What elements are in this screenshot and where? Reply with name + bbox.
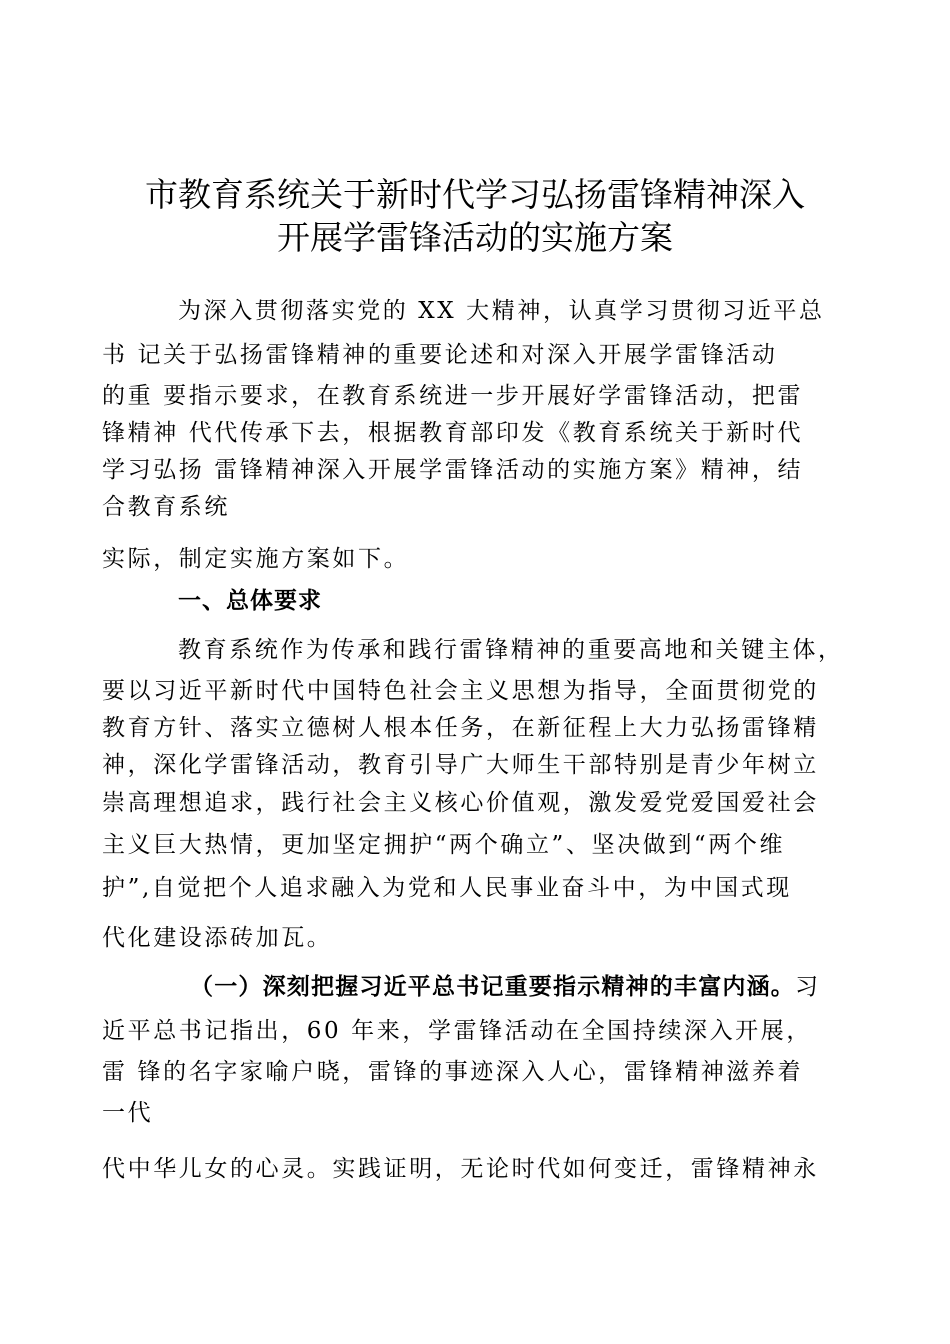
section-heading-general-requirements: 一、总体要求: [178, 588, 322, 614]
section1-line-1: 教育系统作为传承和践行雷锋精神的重要高地和关键主体，: [178, 637, 844, 663]
intro-line-2: 书 记关于弘扬雷锋精神的重要论述和对深入开展学雷锋活动: [102, 342, 778, 368]
intro-line-3: 的重 要指示要求，在教育系统进一步开展好学雷锋活动，把雷: [102, 383, 804, 409]
document-title-line-1: 市教育系统关于新时代学习弘扬雷锋精神深入: [145, 175, 805, 214]
section1-line-8: 代化建设添砖加瓦。: [102, 925, 333, 951]
section1-line-5: 崇高理想追求，践行社会主义核心价值观，激发爱党爱国爱社会: [102, 790, 819, 816]
intro-line-4: 锋精神 代代传承下去，根据教育部印发《教育系统关于新时代: [102, 420, 804, 446]
section1-line-2: 要以习近平新时代中国特色社会主义思想为指导，全面贯彻党的: [102, 678, 819, 704]
intro-line-7: 实际，制定实施方案如下。: [102, 546, 410, 572]
intro-line-5: 学习弘扬 雷锋精神深入开展学雷锋活动的实施方案》精神，结: [102, 457, 804, 483]
intro-line-1: 为深入贯彻落实党的 XX 大精神，认真学习贯彻习近平总: [178, 298, 825, 324]
subsection1-line-4: 一代: [102, 1100, 154, 1126]
document-title-line-2: 开展学雷锋活动的实施方案: [277, 218, 673, 257]
subsection1-line-3: 雷 锋的名字家喻户晓，雷锋的事迹深入人心，雷锋精神滋养着: [102, 1059, 804, 1085]
section1-line-3: 教育方针、落实立德树人根本任务，在新征程上大力弘扬雷锋精: [102, 715, 819, 741]
subsection1-line-2: 近平总书记指出，60 年来，学雷锋活动在全国持续深入开展，: [102, 1018, 812, 1044]
section1-line-4: 神，深化学雷锋活动，教育引导广大师生干部特别是青少年树立: [102, 752, 819, 778]
subsection1-line-5: 代中华儿女的心灵。实践证明，无论时代如何变迁，雷锋精神永: [102, 1156, 819, 1182]
subsection1-first-line: [190, 972, 821, 1002]
subsection-heading-grasp-instructions: （一）深刻把握习近平总书记重要指示精神的丰富内涵。: [190, 974, 795, 1000]
subsection1-lead-text: 习: [795, 974, 821, 1000]
intro-line-6: 合教育系统: [102, 494, 230, 520]
section1-line-7: 护”,自觉把个人追求融入为党和人民事业奋斗中，为中国式现: [102, 875, 792, 901]
section1-line-6: 主义巨大热情，更加坚定拥护“两个确立”、坚决做到“两个维: [102, 832, 786, 858]
